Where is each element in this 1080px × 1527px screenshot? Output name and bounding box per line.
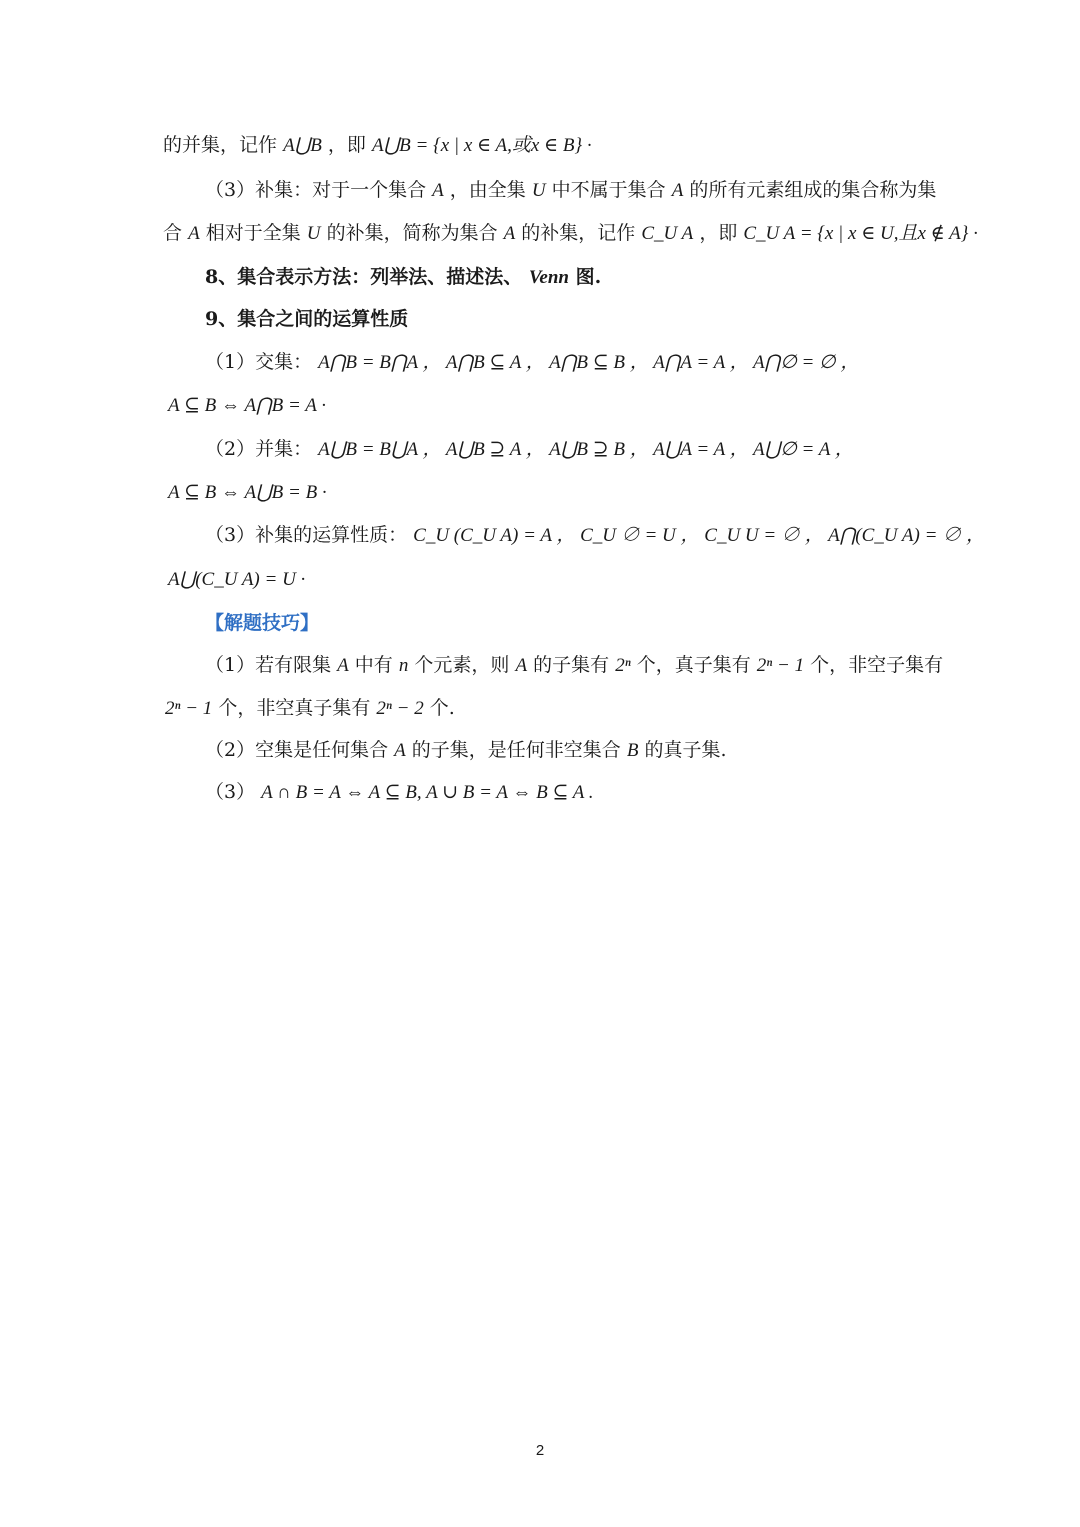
line-text: ，即: [699, 222, 738, 244]
math-symbol: A: [671, 180, 684, 201]
math-symbol: A: [394, 740, 406, 761]
line-text: （2）空集是任何集合: [205, 739, 389, 761]
line-text: 个元素，则: [414, 654, 510, 676]
line-text: 个，非空子集有: [810, 654, 944, 676]
heading-text: 图.: [575, 266, 602, 288]
math-expression: A⋃B: [283, 135, 322, 156]
line-text: 个，非空真子集有: [218, 697, 371, 719]
text-line-9: A ⊆ B ⇔ A⋃B = B ·: [168, 482, 327, 503]
line-text: 合: [163, 222, 183, 244]
section-heading-9: 9、集合之间的运算性质: [205, 308, 409, 330]
line-text: （2）并集：: [205, 438, 313, 460]
text-line-16: [205, 779, 594, 806]
line-text: 中有: [354, 654, 393, 676]
math-symbol: n: [398, 655, 409, 676]
text-line-8: [205, 436, 854, 463]
math-symbol: A: [188, 223, 200, 244]
math-expression: C_U A = {x | x ∈ U,且x ∉ A} ·: [743, 223, 978, 244]
math-expression: C_U (C_U A) = A ， C_U ∅ = U ， C_U U = ∅ ， A⋂(C_U A) = ∅ ，: [413, 525, 985, 546]
math-expression: 2ⁿ − 1: [756, 655, 805, 676]
math-expression: C_U A: [641, 223, 694, 244]
tips-heading: 【解题技巧】: [205, 612, 320, 634]
line-text: （3）补集的运算性质：: [205, 524, 408, 546]
math-expression: 2ⁿ − 1: [165, 698, 213, 719]
line-text: 相对于全集: [205, 222, 301, 244]
line-text: （1）若有限集: [205, 654, 332, 676]
text-line-2: [205, 177, 936, 204]
text-line-1: [163, 132, 592, 159]
math-symbol: A: [503, 223, 516, 244]
line-text: ，由全集: [449, 179, 526, 201]
line-text: 的并集，记作: [163, 134, 278, 156]
text-line-15: [205, 737, 727, 764]
line-text: （1）交集：: [205, 351, 313, 373]
line-text: 的真子集.: [644, 739, 727, 761]
line-text: 的补集，记作: [521, 222, 636, 244]
math-symbol: U: [531, 180, 546, 201]
text-line-14: [165, 695, 455, 722]
math-expression: A⋃B = B⋃A ， A⋃B ⊇ A ， A⋃B ⊇ B ， A⋃A = A ， A⋃∅ = A ，: [318, 439, 854, 460]
line-text: 个.: [429, 697, 455, 719]
line-text: 的补集，简称为集合: [326, 222, 498, 244]
text-line-6: [205, 349, 859, 376]
math-expression: 2ⁿ − 2: [376, 698, 424, 719]
heading-text: 8、集合表示方法：列举法、描述法、: [205, 266, 523, 288]
math-symbol: U: [306, 223, 321, 244]
math-expression: 2ⁿ: [615, 655, 631, 676]
math-symbol: A: [432, 180, 444, 201]
line-text: ，即: [327, 134, 366, 156]
text-line-3: [163, 220, 978, 247]
math-symbol: A: [515, 655, 528, 676]
line-text: 的子集有: [533, 654, 610, 676]
line-text: 的所有元素组成的集合称为集: [689, 179, 937, 201]
page-number: 2: [535, 1442, 545, 1459]
math-symbol: B: [626, 740, 639, 761]
line-text: （3）补集：对于一个集合: [205, 179, 427, 201]
line-text: 中不属于集合: [551, 179, 666, 201]
line-text: 的子集，是任何非空集合: [411, 739, 621, 761]
text-line-7: A ⊆ B ⇔ A⋂B = A ·: [168, 395, 326, 416]
math-expression: A⋂B = B⋂A ， A⋂B ⊆ A ， A⋂B ⊆ B ， A⋂A = A ， A⋂∅ = ∅ ，: [318, 352, 860, 373]
section-heading-8: [205, 264, 601, 291]
text-line-10: [205, 522, 985, 549]
math-expression: A⋃B = {x | x ∈ A,或x ∈ B} ·: [371, 135, 592, 156]
math-expression: Venn: [528, 267, 569, 288]
line-text: 个，真子集有: [636, 654, 751, 676]
math-expression: A ∩ B = A ⇔ A ⊆ B, A ∪ B = A ⇔ B ⊆ A .: [261, 782, 594, 803]
line-text: （3）: [205, 781, 256, 803]
math-symbol: A: [337, 655, 349, 676]
text-line-13: [205, 652, 943, 679]
text-line-11: A⋃(C_U A) = U ·: [168, 569, 306, 590]
